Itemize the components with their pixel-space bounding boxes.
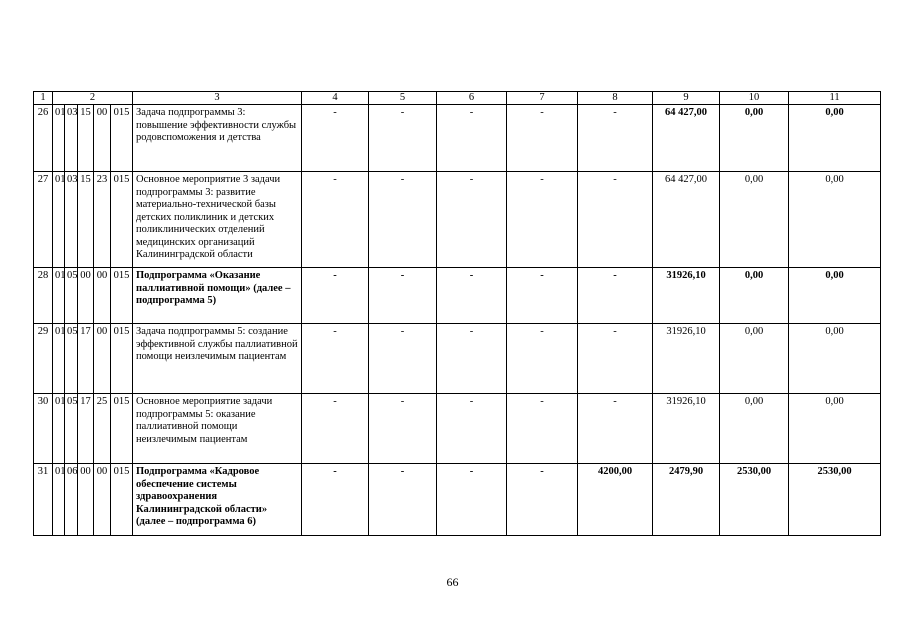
- code-cell: 00: [94, 324, 111, 394]
- code-cell: 01: [53, 172, 65, 268]
- table-row: [34, 464, 881, 536]
- value-cell: -: [437, 394, 507, 464]
- code-cell: 015: [111, 324, 133, 394]
- row-number: 29: [34, 324, 53, 394]
- code-cell: 00: [94, 105, 111, 172]
- value-cell: 31926,10: [653, 268, 720, 324]
- code-cell: 01: [53, 464, 65, 536]
- value-cell: -: [578, 105, 653, 172]
- row-number: 28: [34, 268, 53, 324]
- code-cell: 00: [94, 464, 111, 536]
- code-cell: 01: [53, 105, 65, 172]
- value-cell: -: [369, 464, 437, 536]
- value-cell: -: [578, 394, 653, 464]
- value-cell: -: [369, 394, 437, 464]
- table-row: [34, 105, 881, 172]
- code-cell: 01: [53, 324, 65, 394]
- description-cell: Задача подпрограммы 3: повышение эффективности службы родовспоможения и детства: [133, 105, 302, 172]
- value-cell: -: [437, 172, 507, 268]
- value-cell: -: [437, 268, 507, 324]
- value-cell: 31926,10: [653, 324, 720, 394]
- value-cell: -: [369, 172, 437, 268]
- code-cell: 15: [78, 172, 94, 268]
- code-cell: 05: [65, 324, 78, 394]
- value-cell: -: [507, 464, 578, 536]
- value-cell: -: [507, 105, 578, 172]
- code-cell: 03: [65, 172, 78, 268]
- value-cell: 0,00: [720, 268, 789, 324]
- table-row: [34, 394, 881, 464]
- value-cell: 0,00: [789, 394, 881, 464]
- value-cell: -: [507, 268, 578, 324]
- table-row: [34, 268, 881, 324]
- value-cell: -: [437, 105, 507, 172]
- value-cell: -: [578, 324, 653, 394]
- header-cell: 7: [507, 92, 578, 105]
- row-number: 27: [34, 172, 53, 268]
- code-cell: 15: [78, 105, 94, 172]
- header-cell: 3: [133, 92, 302, 105]
- code-cell: 015: [111, 268, 133, 324]
- value-cell: 31926,10: [653, 394, 720, 464]
- value-cell: -: [578, 268, 653, 324]
- value-cell: 0,00: [789, 268, 881, 324]
- description-cell: Задача подпрограммы 5: создание эффективной службы паллиативной помощи неизлечимым пациентам: [133, 324, 302, 394]
- code-cell: 17: [78, 324, 94, 394]
- value-cell: -: [302, 172, 369, 268]
- code-cell: 015: [111, 172, 133, 268]
- header-cell: 4: [302, 92, 369, 105]
- value-cell: 0,00: [789, 105, 881, 172]
- value-cell: -: [578, 172, 653, 268]
- code-cell: 06: [65, 464, 78, 536]
- value-cell: 0,00: [720, 324, 789, 394]
- value-cell: 64 427,00: [653, 172, 720, 268]
- code-cell: 00: [78, 464, 94, 536]
- page-number: 66: [446, 575, 459, 589]
- header-cell: 9: [653, 92, 720, 105]
- code-cell: 17: [78, 394, 94, 464]
- value-cell: 64 427,00: [653, 105, 720, 172]
- value-cell: 0,00: [789, 324, 881, 394]
- code-cell: 01: [53, 268, 65, 324]
- header-cell: 10: [720, 92, 789, 105]
- value-cell: -: [507, 394, 578, 464]
- header-cell: 11: [789, 92, 881, 105]
- value-cell: -: [302, 324, 369, 394]
- code-cell: 01: [53, 394, 65, 464]
- description-cell: Подпрограмма «Оказание паллиативной помощи» (далее – подпрограмма 5): [133, 268, 302, 324]
- code-cell: 03: [65, 105, 78, 172]
- value-cell: 0,00: [720, 172, 789, 268]
- row-number: 26: [34, 105, 53, 172]
- value-cell: 0,00: [720, 105, 789, 172]
- value-cell: -: [369, 105, 437, 172]
- header-cell: 1: [34, 92, 53, 105]
- value-cell: 0,00: [789, 172, 881, 268]
- value-cell: 2479,90: [653, 464, 720, 536]
- value-cell: 2530,00: [789, 464, 881, 536]
- value-cell: 0,00: [720, 394, 789, 464]
- row-number: 31: [34, 464, 53, 536]
- code-cell: 00: [78, 268, 94, 324]
- code-cell: 25: [94, 394, 111, 464]
- code-cell: 05: [65, 268, 78, 324]
- value-cell: -: [302, 394, 369, 464]
- value-cell: 4200,00: [578, 464, 653, 536]
- description-cell: Основное мероприятие 3 задачи подпрограммы 3: развитие материально-технической базы детских поликлиник и детских поликлинических отделений медицинских организаций Калининградской области: [133, 172, 302, 268]
- value-cell: -: [302, 464, 369, 536]
- description-cell: Подпрограмма «Кадровое обеспечение системы здравоохранения Калининградской области» (далее – подпрограмма 6): [133, 464, 302, 536]
- header-row: [34, 92, 881, 105]
- value-cell: -: [507, 172, 578, 268]
- description-cell: Основное мероприятие задачи подпрограммы 5: оказание паллиативной помощи неизлечимым пациентам: [133, 394, 302, 464]
- value-cell: -: [302, 268, 369, 324]
- table-row: [34, 324, 881, 394]
- code-cell: 015: [111, 464, 133, 536]
- header-cell: 5: [369, 92, 437, 105]
- value-cell: 2530,00: [720, 464, 789, 536]
- code-cell: 00: [94, 268, 111, 324]
- row-number: 30: [34, 394, 53, 464]
- table-row: [34, 172, 881, 268]
- code-cell: 05: [65, 394, 78, 464]
- code-cell: 015: [111, 105, 133, 172]
- code-cell: 015: [111, 394, 133, 464]
- header-cell: 8: [578, 92, 653, 105]
- value-cell: -: [369, 324, 437, 394]
- header-cell: 2: [53, 92, 133, 105]
- code-cell: 23: [94, 172, 111, 268]
- value-cell: -: [437, 324, 507, 394]
- value-cell: -: [507, 324, 578, 394]
- header-cell: 6: [437, 92, 507, 105]
- value-cell: -: [437, 464, 507, 536]
- value-cell: -: [369, 268, 437, 324]
- budget-table: [33, 91, 881, 536]
- value-cell: -: [302, 105, 369, 172]
